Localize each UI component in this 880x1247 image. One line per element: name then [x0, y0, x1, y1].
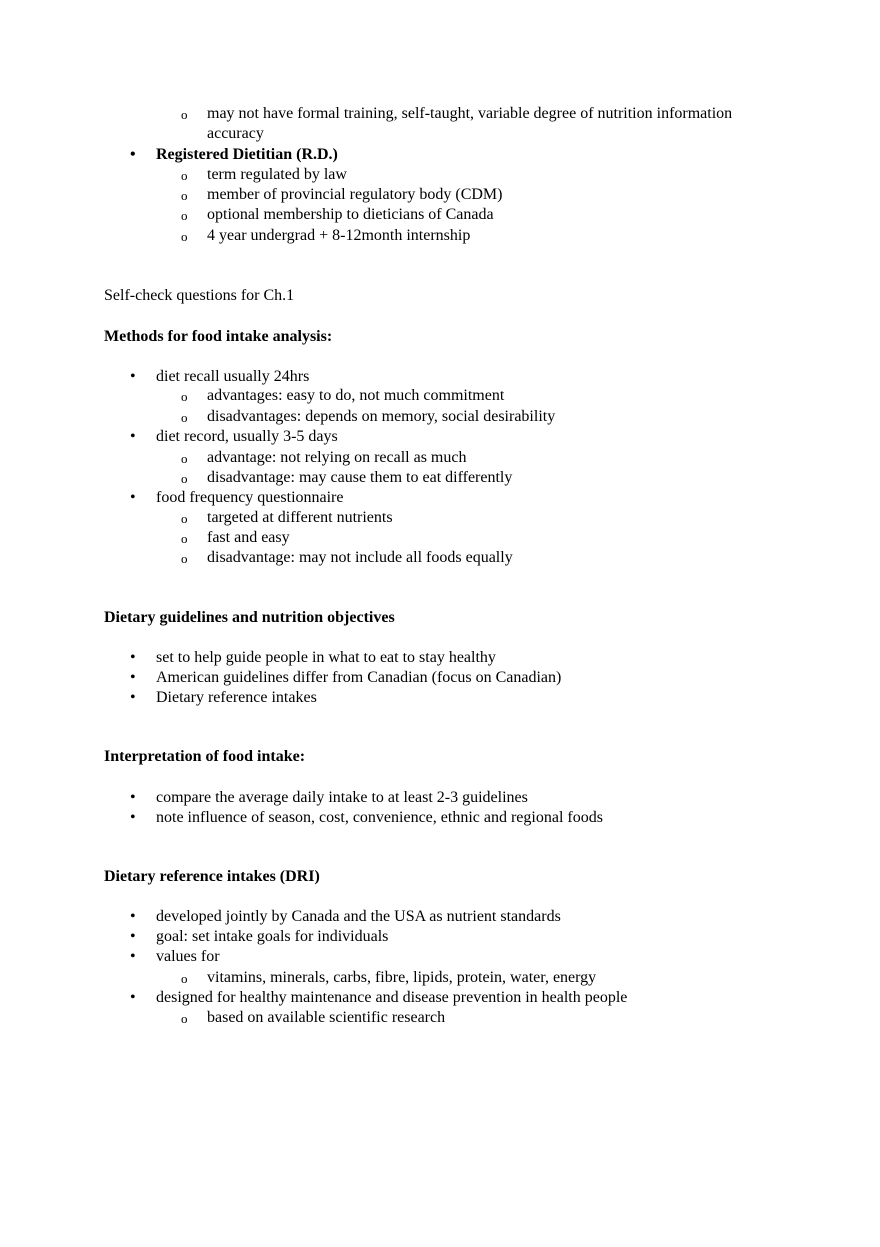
self-check-title: Self-check questions for Ch.1	[104, 287, 295, 304]
section-heading-guidelines: Dietary guidelines and nutrition objectives	[104, 609, 395, 626]
sub-bullet-item: o targeted at different nutrients	[207, 508, 393, 528]
section-heading-interpretation: Interpretation of food intake:	[104, 748, 306, 765]
bullet-item: • American guidelines differ from Canadian (focus on Canadian)	[156, 668, 561, 688]
sub-bullet-item: o advantages: easy to do, not much commitment	[207, 386, 504, 406]
sub-bullet-item: o vitamins, minerals, carbs, fibre, lipids, protein, water, energy	[207, 968, 596, 988]
bullet-item: • diet recall usually 24hrs	[156, 367, 309, 387]
bullet-item: • compare the average daily intake to at least 2-3 guidelines	[156, 788, 528, 808]
bullet-item: • values for	[156, 947, 220, 967]
bullet-item: • designed for healthy maintenance and disease prevention in health people	[156, 988, 627, 1008]
bullet-item: • diet record, usually 3-5 days	[156, 427, 338, 447]
bullet-item: • set to help guide people in what to eat to stay healthy	[156, 648, 496, 668]
bullet-item: • Dietary reference intakes	[156, 688, 317, 708]
section-heading-dri: Dietary reference intakes (DRI)	[104, 868, 320, 885]
sub-bullet-item: o member of provincial regulatory body (CDM)	[207, 185, 502, 205]
sub-bullet-item: o disadvantages: depends on memory, social desirability	[207, 407, 555, 427]
sub-bullet-item: o disadvantage: may cause them to eat differently	[207, 468, 512, 488]
bullet-item: • goal: set intake goals for individuals	[156, 927, 388, 947]
bullet-item: • note influence of season, cost, convenience, ethnic and regional foods	[156, 808, 603, 828]
sub-bullet-continuation: accuracy	[207, 125, 264, 142]
sub-bullet-item: o based on available scientific research	[207, 1008, 445, 1028]
sub-bullet-item: o 4 year undergrad + 8-12month internship	[207, 226, 470, 246]
sub-bullet-item: o advantage: not relying on recall as much	[207, 448, 466, 468]
sub-bullet-item: o fast and easy	[207, 528, 290, 548]
sub-bullet-item: o may not have formal training, self-taught, variable degree of nutrition information	[207, 104, 732, 124]
sub-bullet-item: o disadvantage: may not include all foods equally	[207, 548, 513, 568]
sub-bullet-item: o optional membership to dieticians of Canada	[207, 205, 494, 225]
sub-bullet-item: o term regulated by law	[207, 165, 347, 185]
bullet-registered-dietitian: • Registered Dietitian (R.D.)	[156, 145, 338, 165]
section-heading-methods: Methods for food intake analysis:	[104, 328, 333, 345]
bullet-item: • developed jointly by Canada and the USA as nutrient standards	[156, 907, 561, 927]
bullet-item: • food frequency questionnaire	[156, 488, 343, 508]
